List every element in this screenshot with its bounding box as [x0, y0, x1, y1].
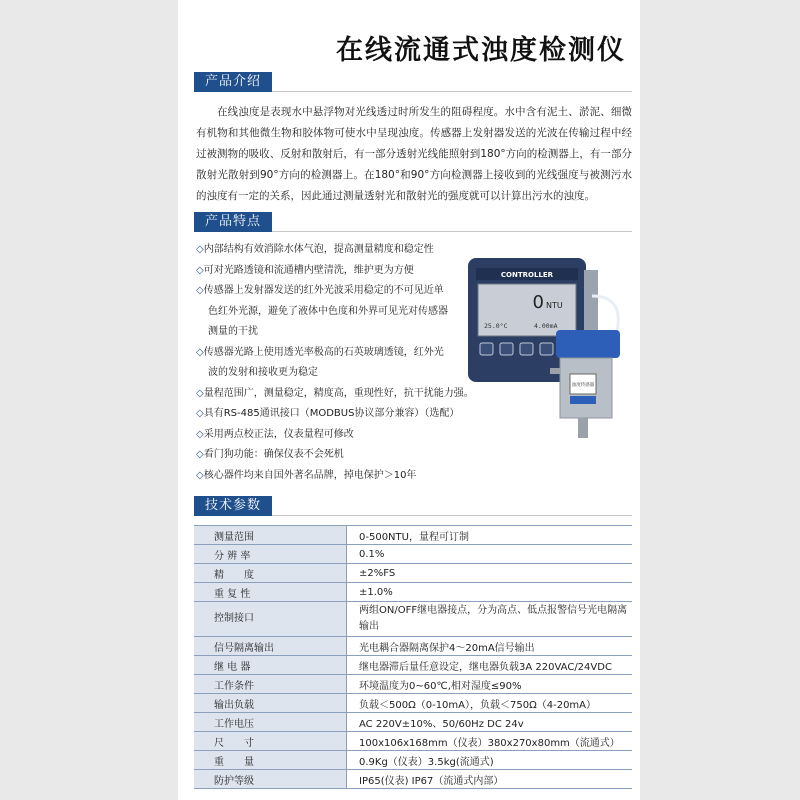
spec-key: 精 度: [194, 564, 347, 583]
section-divider: [272, 515, 632, 516]
feature-item: [196, 445, 480, 466]
spec-value: 光电耦合器隔离保护4～20mA信号输出: [347, 637, 633, 656]
feature-text: 色红外光源，避免了液体中色度和外界可见光对传感器: [208, 305, 448, 317]
screen-current: 4.00mA: [534, 322, 558, 330]
feature-item: [196, 404, 480, 425]
spec-row: [194, 564, 632, 583]
feature-text: 核心器件均来自国外著名品牌，掉电保护＞10年: [203, 469, 417, 481]
feature-item: [196, 240, 480, 261]
feature-list: [196, 240, 480, 486]
spec-key: 工作条件: [194, 675, 347, 694]
spec-row: [194, 583, 632, 602]
intro-paragraph: 在线浊度是表现水中悬浮物对光线透过时所发生的阻碍程度。水中含有泥土、淤泥、细微有机物和其他微生物和胶体物可使水中呈现浊度。传感器上发射器发送的光波在传输过程中经过被测物的吸收、反射和散射后，有一部分透射光线能照射到180°方向的检测器上，有一部分散射光散射到90°方向的检测器上。在180°和90°方向检测器上接收到的光线强度与被测污水的浊度有一定的关系，因此通过测量透射光和散射光的强度就可以计算出污水的浊度。: [196, 106, 632, 202]
spec-row: [194, 694, 632, 713]
diamond-bullet-icon: ◇: [196, 428, 204, 440]
enter-key: [540, 343, 553, 355]
menu-key: [480, 343, 493, 355]
page-title: 在线流通式浊度检测仪: [336, 35, 626, 66]
feature-text: 可对光路透镜和流通槽内壁清洗，维护更为方便: [203, 264, 414, 276]
diamond-bullet-icon: ◇: [196, 469, 204, 481]
spec-key: 尺 寸: [194, 732, 347, 751]
spec-key: 继 电 器: [194, 656, 347, 675]
feature-item: [196, 281, 480, 343]
section-head-features: 产品特点: [194, 212, 272, 232]
feature-text: 传感器光路上使用透光率极高的石英玻璃透镜，红外光: [203, 346, 444, 358]
device-illustration: [466, 256, 636, 446]
spec-row: [194, 526, 632, 545]
sensor-head: [556, 330, 620, 358]
feature-item: [196, 384, 480, 405]
screen-unit: NTU: [546, 301, 563, 310]
up-key: [520, 343, 533, 355]
feature-item: [196, 343, 480, 384]
spec-key: 重 量: [194, 751, 347, 770]
product-sheet: [178, 0, 640, 800]
controller-label: CONTROLLER: [500, 271, 554, 279]
diamond-bullet-icon: ◇: [196, 244, 204, 255]
spec-value: 两组ON/OFF继电器接点，分为高点、低点报警信号光电隔离输出: [347, 602, 633, 637]
spec-row: [194, 732, 632, 751]
spec-value: 0.9Kg（仪表）3.5kg(流通式): [347, 751, 633, 770]
spec-value: 0-500NTU，量程可订制: [347, 526, 633, 545]
spec-key: 测量范围: [194, 526, 347, 545]
diamond-bullet-icon: ◇: [196, 408, 204, 419]
feature-item: [196, 466, 480, 487]
feature-item: [196, 425, 480, 446]
spec-value: ±2%FS: [347, 564, 633, 583]
spec-value: 100x106x168mm（仪表）380x270x80mm（流通式）: [347, 732, 633, 751]
spec-row: [194, 545, 632, 564]
spec-key: 控制接口: [194, 602, 347, 637]
down-key: [500, 343, 513, 355]
screen-temp: 25.0°C: [484, 322, 508, 330]
spec-value: IP65(仪表) IP67（流通式内部）: [347, 770, 633, 789]
spec-key: 工作电压: [194, 713, 347, 732]
feature-text: 测量的干扰: [208, 326, 258, 337]
spec-key: 重 复 性: [194, 583, 347, 602]
feature-text: 采用两点校正法，仪表量程可修改: [203, 428, 354, 440]
spec-value: 环境温度为0~60℃,相对湿度≤90%: [347, 675, 633, 694]
feature-text: 内部结构有效消除水体气泡，提高测量精度和稳定性: [203, 244, 434, 255]
spec-key: 信号隔离输出: [194, 637, 347, 656]
feature-item: [196, 261, 480, 282]
spec-value: AC 220V±10%、50/60Hz DC 24v: [347, 713, 633, 732]
spec-value: 负载＜500Ω（0-10mA），负载＜750Ω（4-20mA）: [347, 694, 633, 713]
feature-text: 量程范围广，测量稳定，精度高，重现性好，抗干扰能力强。: [203, 387, 474, 399]
sensor-tag: 浊度传感器: [571, 383, 595, 388]
feature-text: 传感器上发射器发送的红外光波采用稳定的不可见近单: [203, 285, 444, 296]
spec-key: 分 辨 率: [194, 545, 347, 564]
spec-row: [194, 602, 632, 637]
spec-value: 0.1%: [347, 545, 633, 564]
spec-row: [194, 713, 632, 732]
feature-text: 波的发射和接收更为稳定: [208, 367, 318, 378]
spec-key: 输出负载: [194, 694, 347, 713]
diamond-bullet-icon: ◇: [196, 285, 204, 296]
feature-text: 看门狗功能：确保仪表不会死机: [203, 449, 344, 460]
spec-row: [194, 637, 632, 656]
diamond-bullet-icon: ◇: [196, 346, 204, 358]
diamond-bullet-icon: ◇: [196, 449, 204, 460]
spec-value: 继电器滞后量任意设定，继电器负载3A 220VAC/24VDC: [347, 656, 633, 675]
diamond-bullet-icon: ◇: [196, 264, 204, 276]
spec-row: [194, 675, 632, 694]
spec-table: [194, 525, 632, 789]
spec-row: [194, 770, 632, 789]
screen-reading: 0: [532, 292, 544, 313]
feature-text: 具有RS-485通讯接口（MODBUS协议部分兼容）（选配）: [203, 408, 460, 419]
spec-value: ±1.0%: [347, 583, 633, 602]
spec-row: [194, 656, 632, 675]
section-divider: [272, 231, 632, 232]
section-head-specs: 技术参数: [194, 496, 272, 516]
spec-row: [194, 751, 632, 770]
spec-key: 防护等级: [194, 770, 347, 789]
section-head-intro: 产品介绍: [194, 72, 272, 92]
section-divider: [272, 91, 632, 92]
diamond-bullet-icon: ◇: [196, 387, 204, 399]
